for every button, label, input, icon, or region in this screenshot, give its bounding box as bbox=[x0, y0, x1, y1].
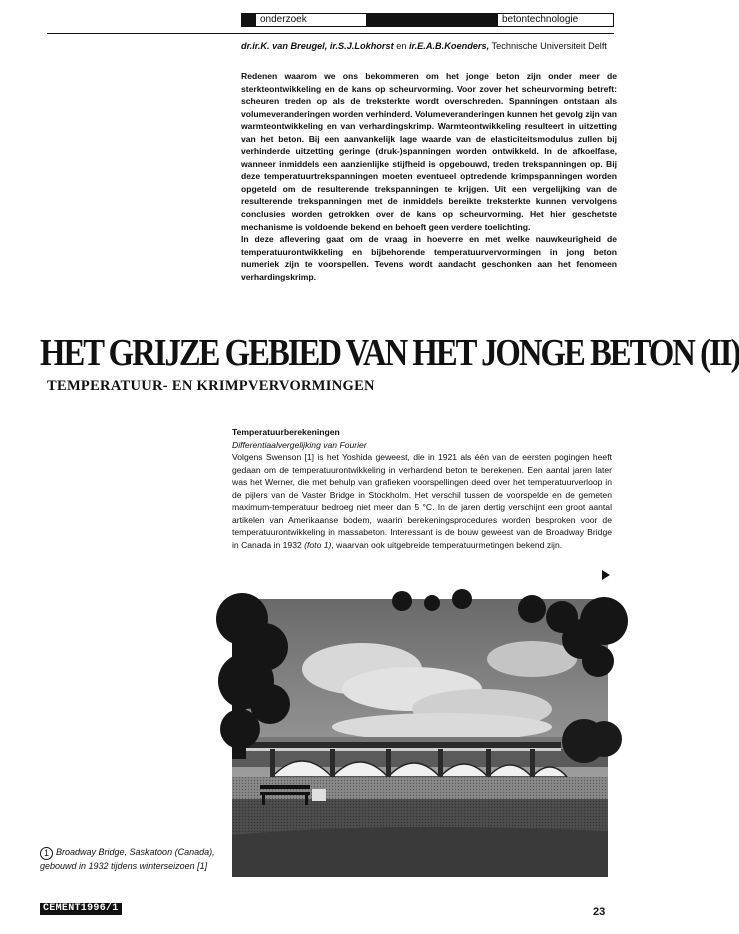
header-section-label: onderzoek bbox=[260, 14, 307, 25]
article-title: HET GRIJZE GEBIED VAN HET JONGE BETON (II) bbox=[40, 332, 739, 374]
section-header-bar bbox=[241, 13, 614, 27]
bridge-photo bbox=[232, 599, 608, 877]
author-names: dr.ir.K. van Breugel, ir.S.J.Lokhorst bbox=[241, 41, 394, 51]
header-rule bbox=[47, 33, 614, 34]
header-block bbox=[484, 14, 498, 26]
article-subtitle: TEMPERATUUR- EN KRIMPVERVORMINGEN bbox=[47, 378, 375, 394]
intro-paragraph: Redenen waarom we ons bekommeren om het jonge beton zijn onder meer de sterkteontwikkeling en de kans op scheurvorming. Voor zover het scheurvorming betreft: scheuren treden op als de treksterkte wordt overschreden. Spanningen ontstaan als volumeveranderingen worden verhinderd. Volumeveranderingen kunnen het gevolg zijn van warmteontwikkeling en van verhardingskrimp. Warmteontwikkeling resulteert in uitzetting van het beton. Bij een aanvankelijk lage waarde van de elasticiteitsmodulus zullen bij verhinderde uitzetting geringe (druk-)spanningen worden ontwikkeld. In de afkoelfase, wanneer inmiddels een aanzienlijke stijfheid is opgebouwd, treden trekspanningen op. Bij deze temperatuurtrekspanningen moeten eventueel optredende krimpspanningen worden opgeteld om de resulterende trekspanningen te krijgen. Uit een vergelijking van de resulterende trekspanningen met de inmiddels bereikte treksterkte kunnen vervolgens conclusies worden getrokken over de kans op scheurvorming. Het hier geschetste mechanisme is voldoende bekend en behoeft geen verdere toelichting. bbox=[241, 71, 617, 232]
section-paragraph bbox=[232, 451, 612, 551]
author-conjunction: en bbox=[393, 41, 409, 51]
page-number: 23 bbox=[593, 906, 606, 918]
section-heading: Temperatuurberekeningen bbox=[232, 427, 340, 437]
author-names: ir.E.A.B.Koenders, bbox=[409, 41, 490, 51]
header-topic-label: betontechnologie bbox=[502, 14, 579, 25]
section-subheading: Differentiaalvergelijking van Fourier bbox=[232, 439, 367, 450]
author-line bbox=[241, 40, 621, 52]
paragraph-text: , waarvan ook uitgebreide temperatuurmetingen bekend zijn. bbox=[331, 539, 563, 550]
continue-arrow-icon bbox=[602, 570, 610, 580]
header-block bbox=[242, 14, 256, 26]
bridge-photo-illustration bbox=[232, 599, 608, 877]
header-block bbox=[366, 14, 484, 26]
journal-label: CEMENT1996/1 bbox=[40, 903, 122, 915]
author-affiliation: Technische Universiteit Delft bbox=[489, 41, 607, 51]
photo-reference: (foto 1) bbox=[304, 539, 332, 550]
intro-paragraph: In deze aflevering gaat om de vraag in hoeverre en met welke nauwkeurigheid de temperatuurontwikkeling en bijbehorende temperatuurvervormingen in jong beton numeriek zijn te voorspellen. Tevens wordt aandacht geschonken aan het fenomeen verhardingskrimp. bbox=[241, 234, 617, 282]
intro-abstract bbox=[241, 70, 617, 283]
photo-caption bbox=[40, 846, 226, 872]
body-text bbox=[232, 426, 612, 551]
caption-number: 1 bbox=[40, 847, 53, 860]
caption-text: Broadway Bridge, Saskatoon (Canada), gebouwd in 1932 tijdens winterseizoen [1] bbox=[40, 847, 215, 871]
paragraph-text: Volgens Swenson [1] is het Yoshida geweest, die in 1921 als één van de eersten pogingen heeft gedaan om de temperatuurontwikkeling in verhardend beton te berekenen. Een aantal jaren later was het Werner, die met behulp van grafieken voorspellingen deed over het temperatuurverloop in de pijlers van de Vaster Bridge in Stockholm. Het verschil tussen de voorspelde en de gemeten maximum-temperatuur bedroeg niet meer dan 5 °C. In de jaren dertig verschijnt een groot aantal artikelen van Amerikaanse bodem, waarin berekeningsprocedures worden besproken voor de temperatuurontwikkeling in massabeton. Interessant is de bouw geweest van de Broadway Bridge in Canada in 1932 bbox=[232, 452, 612, 550]
